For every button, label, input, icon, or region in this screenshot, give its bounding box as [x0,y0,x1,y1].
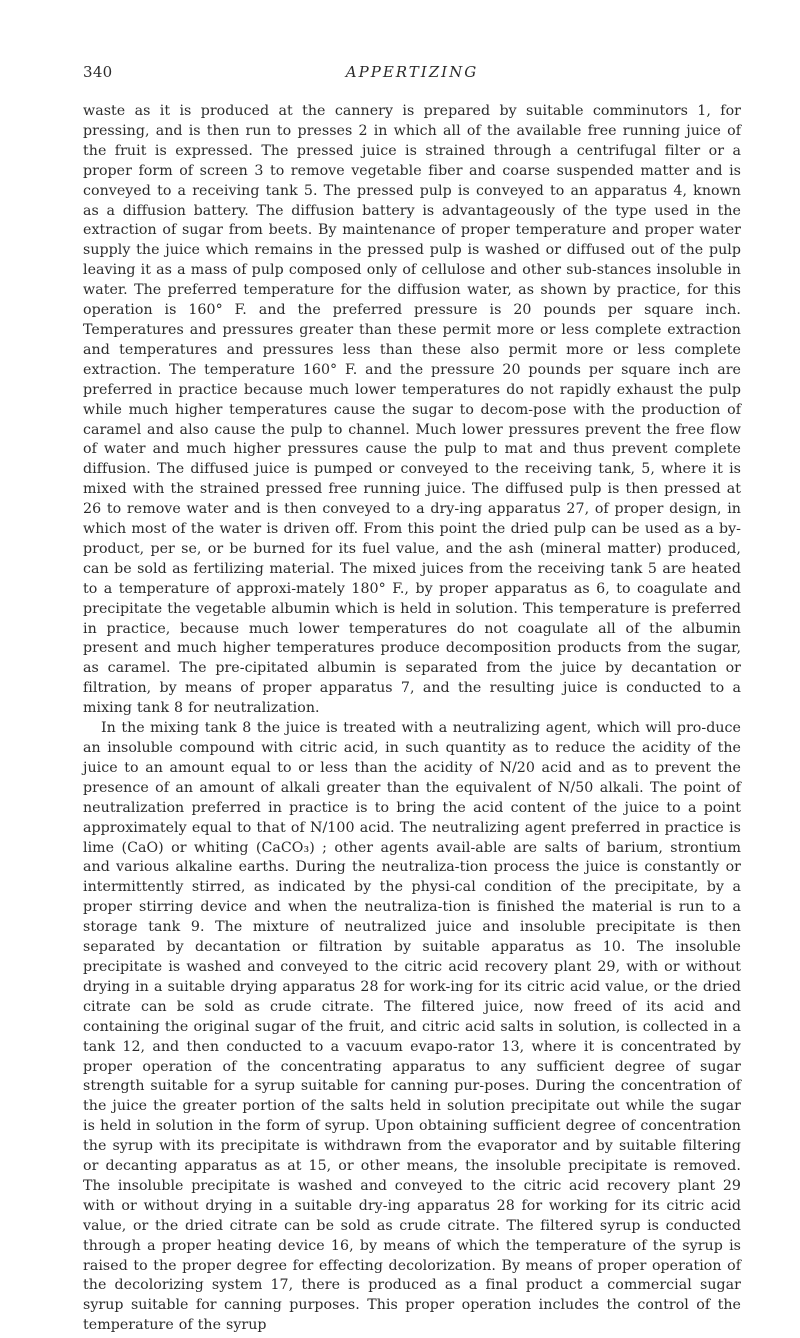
paragraph-1: waste as it is produced at the cannery is prepared by suitable comminutors 1, for pressing, and is then run to presses 2 in which all of the available free running juice of the fruit is expressed. The pressed juice is strained through a centrifugal filter or a proper form of screen 3 to remove vegetable fiber and coarse suspended matter and is conveyed to a receiving tank 5. The pressed pulp is conveyed to an apparatus 4, known as a diffusion battery. The diffusion battery is advantageously of the type used in the extraction of sugar from beets. By maintenance of proper temperature and proper water supply the juice which remains in the pressed pulp is washed or diffused out of the pulp leaving it as a mass of pulp composed only of cellulose and other sub-stances insoluble in water. The preferred temperature for the diffusion water, as shown by practice, for this operation is 160° F. and the preferred pressure is 20 pounds per square inch. Temperatures and pressures greater than these permit more or less complete extraction and temperatures and pressures less than these also permit more or less complete extraction. The temperature 160° F. and the pressure 20 pounds per square inch are preferred in practice because much lower temperatures do not rapidly exhaust the pulp while much higher temperatures cause the sugar to decom-pose with the production of caramel and also cause the pulp to channel. Much lower pressures prevent the free flow of water and much higher pressures cause the pulp to mat and thus prevent complete diffusion. The diffused juice is pumped or conveyed to the receiving tank, 5, where it is mixed with the strained pressed free running juice. The diffused pulp is then pressed at 26 to remove water and is then conveyed to a dry-ing apparatus 27, of proper design, in which most of the water is driven off. From this point the dried pulp can be used as a by-product, per se, or be burned for its fuel value, and the ash (mineral matter) produced, can be sold as fertilizing material. The mixed juices from the receiving tank 5 are heated to a temperature of approxi-mately 180° F., by proper apparatus as 6, to coagulate and precipitate the vegetable albumin which is held in solution. This temperature is preferred in practice, because much lower temperatures do not coagulate all of the albumin present and much higher temperatures produce decomposition products from the sugar, as caramel. The pre-cipitated albumin is separated from the juice by decantation or filtration, by means of proper apparatus 7, and the resulting juice is conducted to a mixing tank 8 for neutralization. [83,103,741,717]
page-number: 340 [83,63,113,81]
running-head [83,63,741,85]
running-title: APPERTIZING [345,63,479,81]
body-text [83,102,741,1336]
paragraph-2: In the mixing tank 8 the juice is treated with a neutralizing agent, which will pro-duce an insoluble compound with citric acid, in such quantity as to reduce the acidity of the juice to an amount equal to or less than the acidity of N/20 acid and as to prevent the presence of an amount of alkali greater than the equivalent of N/50 alkali. The point of neutralization preferred in practice is to bring the acid content of the juice to a point approximately equal to that of N/100 acid. The neutralizing agent preferred in practice is lime (CaO) or whiting (CaCO₃) ; other agents avail-able are salts of barium, strontium and various alkaline earths. During the neutraliza-tion process the juice is constantly or intermittently stirred, as indicated by the physi-cal condition of the precipitate, by a proper stirring device and when the neutraliza-tion is finished the material is run to a storage tank 9. The mixture of neutralized juice and insoluble precipitate is then separated by decantation or filtration by suitable apparatus as 10. The insoluble precipitate is washed and conveyed to the citric acid recovery plant 29, with or without drying in a suitable drying apparatus 28 for work-ing for its citric acid value, or the dried citrate can be sold as crude citrate. The filtered juice, now freed of its acid and containing the original sugar of the fruit, and citric acid salts in solution, is collected in a tank 12, and then conducted to a vacuum evapo-rator 13, where it is concentrated by proper operation of the concentrating apparatus to any sufficient degree of sugar strength suitable for a syrup suitable for canning pur-poses. During the concentration of the juice the greater portion of the salts held in solution precipitate out while the sugar is held in solution in the form of syrup. Upon obtaining sufficient degree of concentration the syrup with its precipitate is withdrawn from the evaporator and by suitable filtering or decanting apparatus as at 15, or other means, the insoluble precipitate is removed. The insoluble precipitate is washed and conveyed to the citric acid recovery plant 29 with or without drying in a suitable dry-ing apparatus 28 for working for its citric acid value, or the dried citrate can be sold as crude citrate. The filtered syrup is conducted through a proper heating device 16, by means of which the temperature of the syrup is raised to the proper degree for effecting decolorization. By means of proper operation of the decolorizing system 17, there is produced as a final product a commercial sugar syrup suitable for canning purposes. This proper operation includes the control of the temperature of the syrup [83,720,741,1334]
